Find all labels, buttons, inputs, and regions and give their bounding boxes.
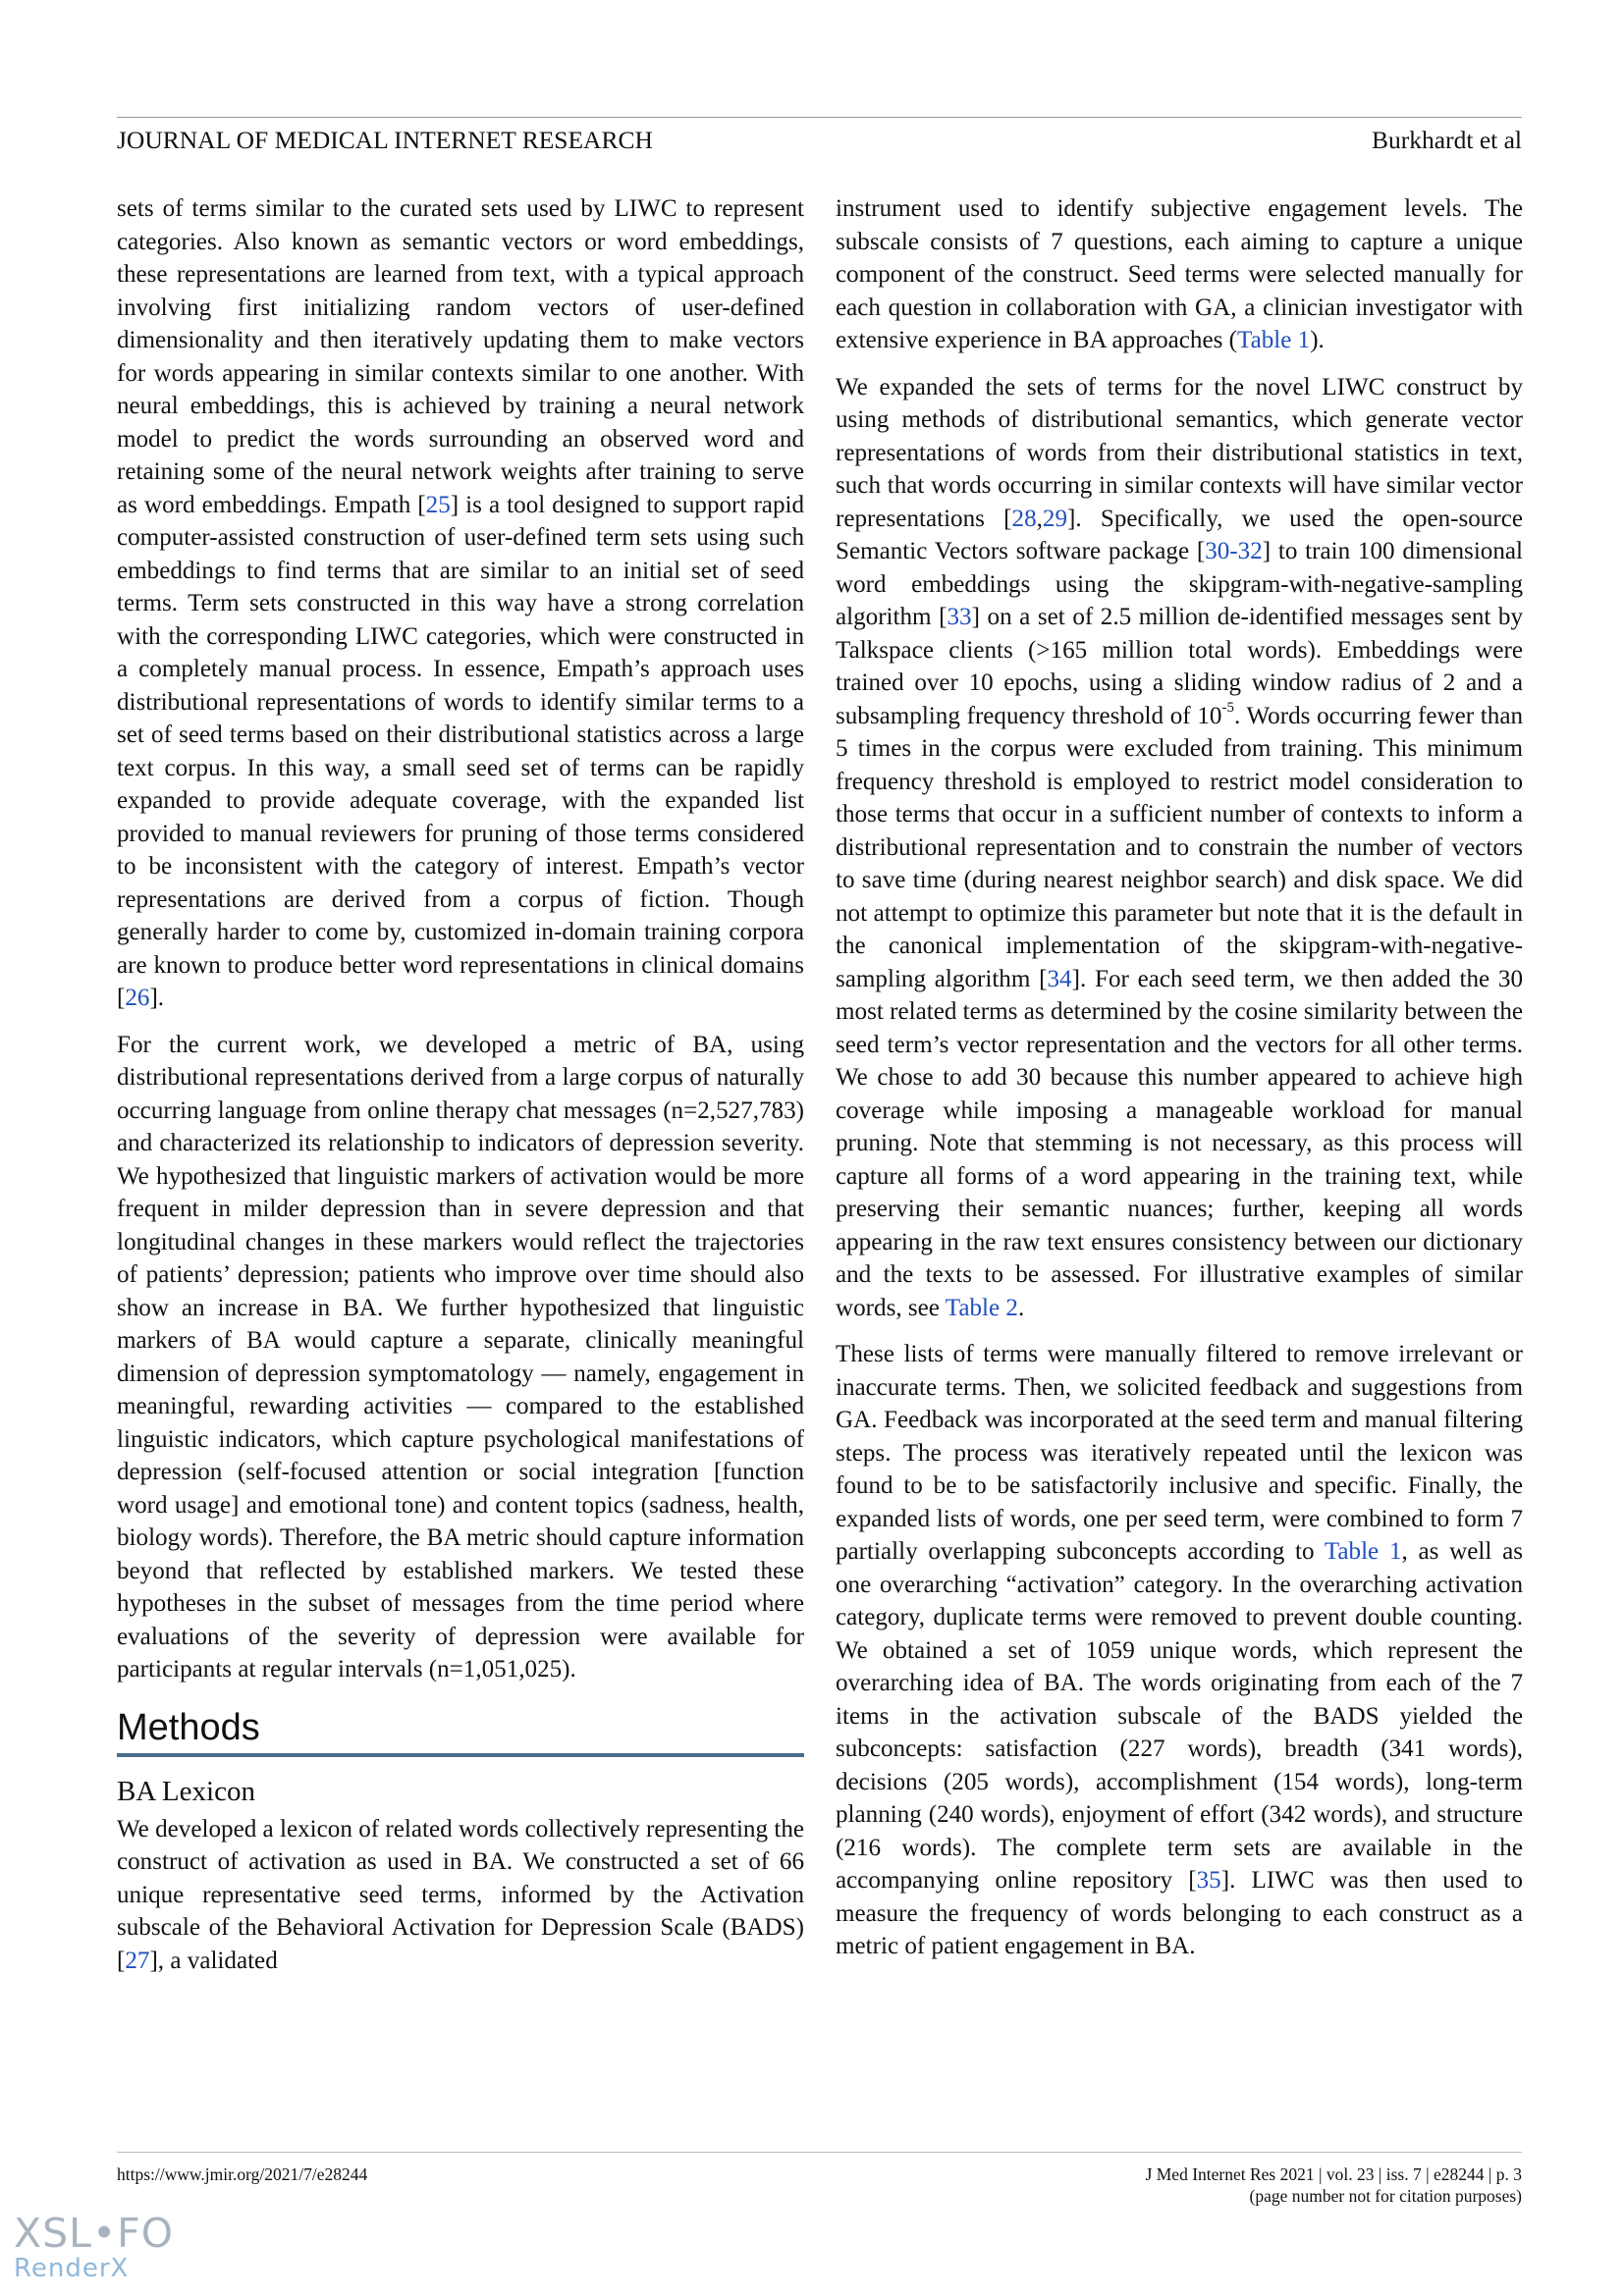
citation-line: J Med Internet Res 2021 | vol. 23 | iss. 7 | e28244 | p. 3	[1145, 2164, 1522, 2184]
section-title: Methods	[117, 1706, 260, 1748]
paragraph-empath: sets of terms similar to the curated sets used by LIWC to represent categories. Also known as semantic vectors or word embeddings, these representations are learned from text, with a typical approach involving first initializing random vectors of user-defined dimensionality and then iteratively updating them to make vectors for words appearing in similar contexts similar to one another. With neural embeddings, this is achieved by training a neural network model to predict the words surrounding an observed word and retaining some of the neural network weights after training to serve as word embeddings. Empath [25] is a tool designed to support rapid computer-assisted construction of user-defined term sets using such embeddings to find terms that are similar to an initial set of seed terms. Term sets constructed in this way have a strong correlation with the corresponding LIWC categories, which were constructed in a completely manual process. In essence, Empath’s approach uses distributional representations of words to identify similar terms to a set of seed terms based on their distributional statistics across a large text corpus. In this way, a small seed set of terms can be rapidly expanded to provide adequate coverage, with the expanded list provided to manual reviewers for pruning of those terms considered to be inconsistent with the category of interest. Empath’s vector representations are derived from a corpus of fiction. Though generally harder to come by, customized in-domain training corpora are known to produce better word representations in clinical domains [26].	[117, 195, 805, 1011]
authors-running-head: Burkhardt et al	[1372, 126, 1522, 154]
reference-link[interactable]: 29	[1042, 505, 1067, 532]
left-column	[117, 192, 804, 1991]
table-link[interactable]: Table 2	[945, 1294, 1018, 1321]
footer-rule	[117, 2152, 1522, 2153]
journal-name: JOURNAL OF MEDICAL INTERNET RESEARCH	[117, 126, 653, 154]
right-column	[836, 192, 1523, 1977]
logo-renderx-text: RenderX	[14, 2254, 130, 2283]
reference-link[interactable]: 35	[1196, 1867, 1221, 1894]
reference-link[interactable]: 27	[125, 1947, 150, 1974]
citation-note: (page number not for citation purposes)	[1249, 2186, 1522, 2206]
reference-link[interactable]: 34	[1047, 965, 1072, 992]
table-link[interactable]: Table 1	[1237, 327, 1311, 353]
paragraph-distributional-semantics: We expanded the sets of terms for the novel LIWC construct by using methods of distributional semantics, which generate vector representations of words from their distributional statistics in text, such that words occurring in similar contexts will have similar vector representations [28,29]. Specifically, we used the open-source Semantic Vectors software package [30-32] to train 100 dimensional word embeddings using the skipgram-with-negative-sampling algorithm [33] on a set of 2.5 million de-identified messages sent by Talkspace clients (>165 million total words). Embeddings were trained over 10 epochs, using a sliding window radius of 2 and a subsampling frequency threshold of $10^{-5}$. Words occurring fewer than 5 times in the corpus were excluded from training. This minimum frequency threshold is employed to restrict model consideration to those terms that occur in a sufficient number of contexts to inform a distributional representation and to constrain the number of vectors to save time (during nearest neighbor search) and disk space. We did not attempt to optimize this parameter but note that it is the default in the canonical implementation of the skipgram-with-negative-sampling algorithm [34]. For each seed term, we then added the 30 most related terms as determined by the cosine similarity between the seed term’s vector representation and the vectors for all other terms. We chose to add 30 because this number appeared to achieve high coverage while imposing a manageable workload for manual pruning. Note that stemming is not necessary, as this process will capture all forms of a word appearing in the training text, while preserving their semantic nuances; further, keeping all words appearing in the raw text ensures consistency between our dictionary and the texts to be assessed. For illustrative examples of similar words, see Table 2.	[836, 373, 1524, 1321]
reference-link[interactable]: 33	[947, 604, 972, 630]
running-header	[117, 126, 1522, 159]
logo-xslfo-text: XSL•FO	[14, 2210, 174, 2257]
paragraph-bads-instrument: instrument used to identify subjective engagement levels. The subscale consists of 7 questions, each aiming to capture a unique component of the construct. Seed terms were selected manually for each question in collaboration with GA, a clinician investigator with extensive experience in BA approaches (Table 1).	[836, 195, 1523, 353]
reference-link[interactable]: 28	[1011, 505, 1037, 532]
reference-link[interactable]: 30-32	[1205, 538, 1263, 564]
reference-link[interactable]: 25	[425, 491, 451, 518]
subsection-title: BA Lexicon	[117, 1775, 255, 1807]
paragraph-current-work: For the current work, we developed a metric of BA, using distributional representations derived from a large corpus of naturally occurring language from online therapy chat messages (n=2,527,783) and characterized its relationship to indicators of depression severity. We hypothesized that linguistic markers of activation would be more frequent in milder depression than in severe depression and that longitudinal changes in these markers would reflect the trajectories of patients’ depression; patients who improve over time should also show an increase in BA. We further hypothesized that linguistic markers of BA would capture a separate, clinically meaningful dimension of depression symptomatology — namely, engagement in meaningful, rewarding activities — compared to the established linguistic indicators, which capture psychological manifestations of depression (self-focused attention or social integration [function word usage] and emotional tone) and content topics (sadness, health, biology words). Therefore, the BA metric should capture information beyond that reflected by established markers. We tested these hypotheses in the subset of messages from the time period where evaluations of the severity of depression were available for participants at regular intervals (n=1,051,025).	[117, 1031, 804, 1682]
table-link[interactable]: Table 1	[1324, 1538, 1402, 1565]
superscript-exponent: -5	[1221, 700, 1234, 717]
footer-citation	[1146, 2163, 1522, 2207]
header-rule	[117, 117, 1522, 118]
section-rule	[117, 1753, 804, 1757]
paragraph-filtering: These lists of terms were manually filtered to remove irrelevant or inaccurate terms. Then, we solicited feedback and suggestions from GA. Feedback was incorporated at the seed term and manual filtering steps. The process was iteratively repeated until the lexicon was found to be to be satisfactorily inclusive and specific. Finally, the expanded lists of words, one per seed term, were combined to form 7 partially overlapping subconcepts according to Table 1, as well as one overarching “activation” category. In the overarching activation category, duplicate terms were removed to prevent double counting. We obtained a set of 1059 unique words, which represent the overarching idea of BA. The words originating from each of the 7 items in the activation subscale of the BADS yielded the subconcepts: satisfaction (227 words), breadth (341 words), decisions (205 words), accomplishment (154 words), long-term planning (240 words), enjoyment of effort (342 words), and structure (216 words). The complete term sets are available in the accompanying online repository [35]. LIWC was then used to measure the frequency of words belonging to each construct as a metric of patient engagement in BA.	[836, 1341, 1524, 1959]
article-url[interactable]: https://www.jmir.org/2021/7/e28244	[117, 2164, 368, 2184]
paragraph-ba-lexicon: We developed a lexicon of related words collectively representing the construct of activation as used in BA. We constructed a set of 66 unique representative seed terms, informed by the Activation subscale of the Behavioral Activation for Depression Scale (BADS) [27], a validated	[117, 1815, 804, 1974]
xslfo-renderx-logo	[14, 2210, 174, 2283]
reference-link[interactable]: 26	[125, 985, 150, 1011]
